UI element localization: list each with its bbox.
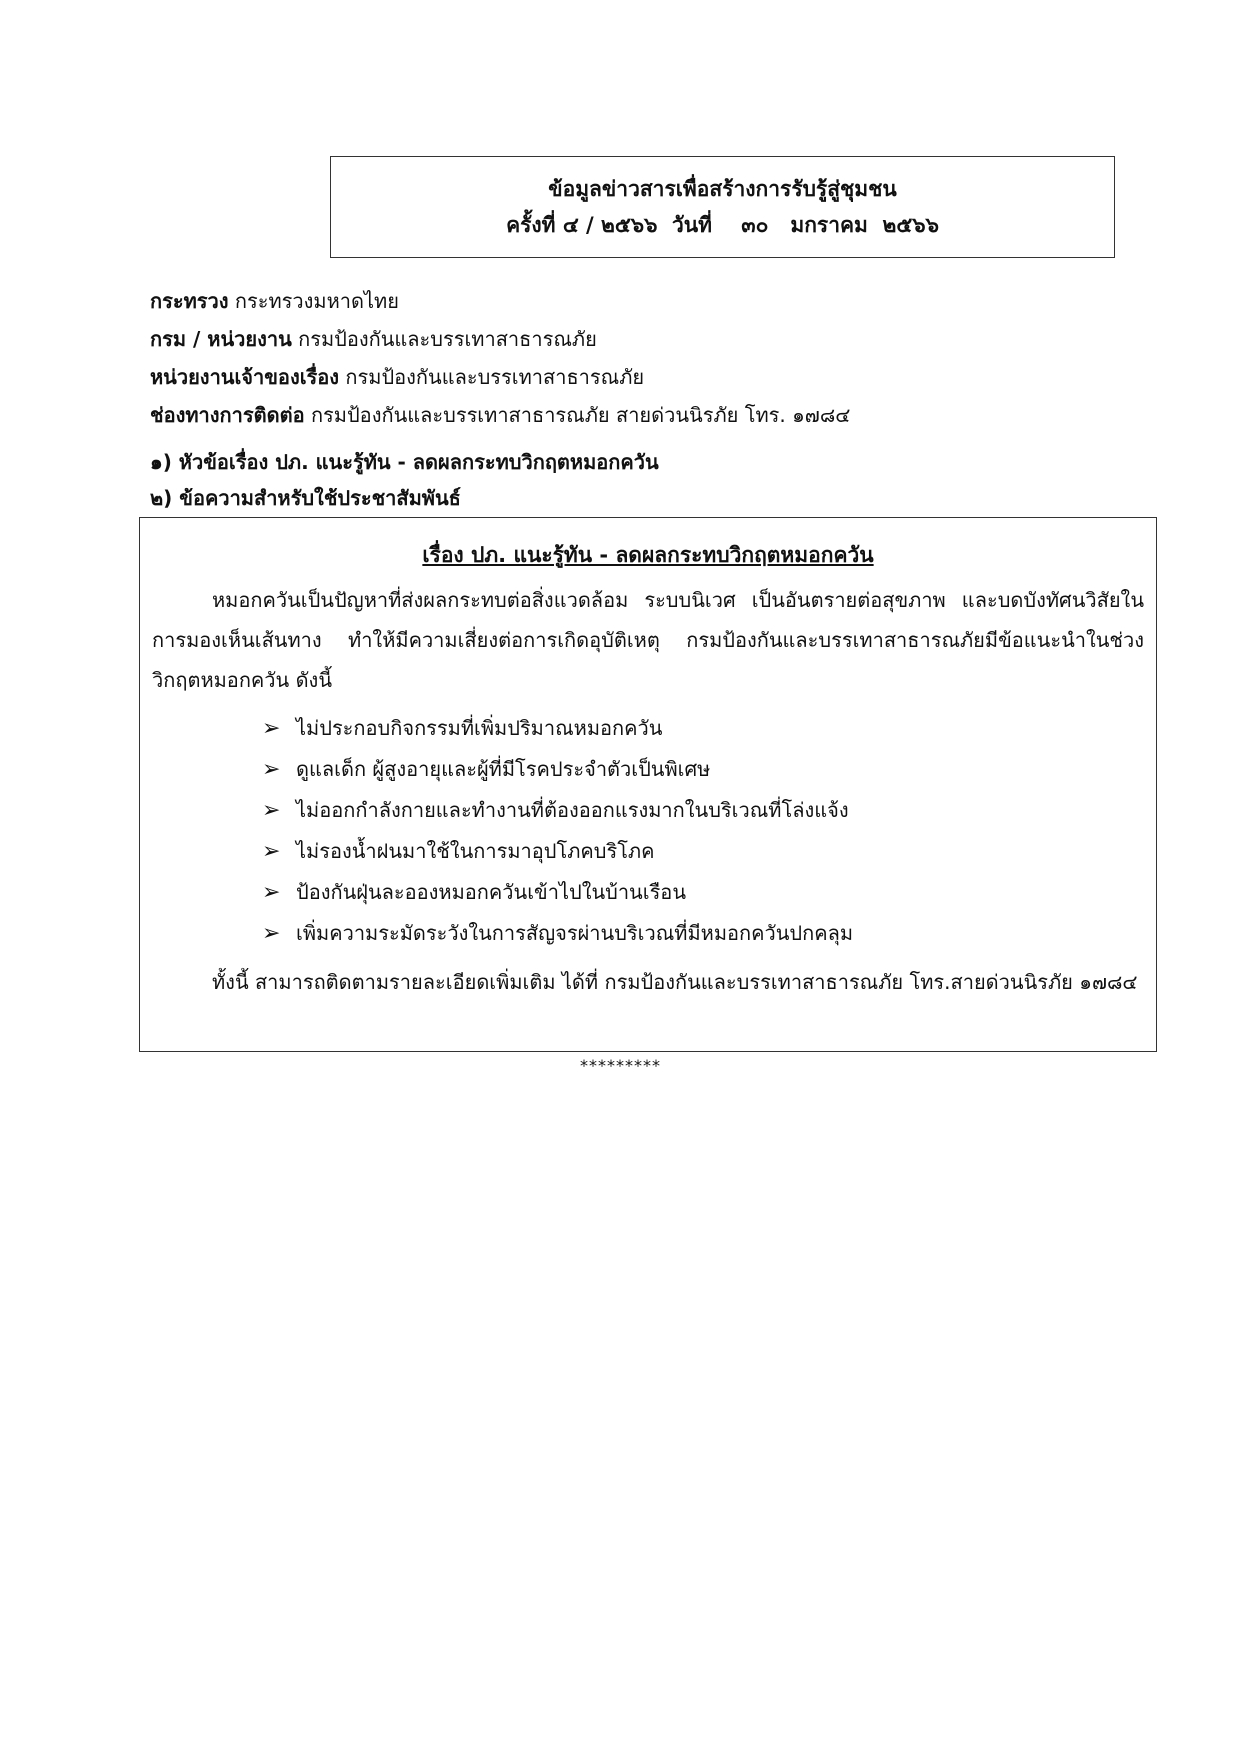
meta-contact-label: ช่องทางการติดต่อ bbox=[150, 403, 305, 427]
arrow-bullet-icon: ➢ bbox=[262, 716, 281, 741]
bullet-text: ดูแลเด็ก ผู้สูงอายุและผู้ที่มีโรคประจำตัวเป็นพิเศษ bbox=[296, 757, 711, 781]
list-item bbox=[262, 749, 1144, 790]
meta-owner-label: หน่วยงานเจ้าของเรื่อง bbox=[150, 365, 340, 389]
section-pr-message: ๒) ข้อความสำหรับใช้ประชาสัมพันธ์ bbox=[150, 486, 461, 510]
header-issue-date: ครั้งที่ ๔ / ๒๕๖๖ วันที่ ๓๐ มกราคม ๒๕๖๖ bbox=[506, 213, 939, 237]
list-item bbox=[262, 913, 1144, 954]
meta-contact-value: กรมป้องกันและบรรเทาสาธารณภัย สายด่วนนิรภัย โทร. ๑๗๘๔ bbox=[304, 403, 851, 427]
meta-ministry bbox=[150, 282, 1150, 320]
content-intro: หมอกควันเป็นปัญหาที่ส่งผลกระทบต่อสิ่งแวดล้อม ระบบนิเวศ เป็นอันตรายต่อสุขภาพ และบดบังทัศนวิสัยในการมองเห็นเส้นทาง ทำให้มีความเสี่ยงต่อการเกิดอุบัติเหตุ กรมป้องกันและบรรเทาสาธารณภัยมีข้อแนะนำในช่วงวิกฤตหมอกควัน ดังนี้ bbox=[152, 588, 1144, 692]
list-item bbox=[262, 831, 1144, 872]
arrow-bullet-icon: ➢ bbox=[262, 757, 281, 782]
meta-ministry-label: กระทรวง bbox=[150, 289, 229, 313]
section-topic: ๑) หัวข้อเรื่อง ปภ. แนะรู้ทัน - ลดผลกระทบวิกฤตหมอกควัน bbox=[150, 450, 659, 474]
meta-contact bbox=[150, 396, 1150, 434]
arrow-bullet-icon: ➢ bbox=[262, 839, 281, 864]
header-box bbox=[330, 156, 1115, 258]
bullet-text: เพิ่มความระมัดระวังในการสัญจรผ่านบริเวณที่มีหมอกควันปกคลุม bbox=[296, 921, 854, 945]
bullet-text: ป้องกันฝุ่นละอองหมอกควันเข้าไปในบ้านเรือน bbox=[296, 880, 686, 904]
meta-ministry-value: กระทรวงมหาดไทย bbox=[228, 289, 399, 313]
content-closing: ทั้งนี้ สามารถติดตามรายละเอียดเพิ่มเติม ได้ที่ กรมป้องกันและบรรเทาสาธารณภัย โทร.สายด่วนนิรภัย ๑๗๘๔ bbox=[212, 970, 1138, 994]
arrow-bullet-icon: ➢ bbox=[262, 798, 281, 823]
meta-owner-value: กรมป้องกันและบรรเทาสาธารณภัย bbox=[339, 365, 645, 389]
content-title: เรื่อง ปภ. แนะรู้ทัน - ลดผลกระทบวิกฤตหมอกควัน bbox=[422, 543, 874, 567]
meta-block bbox=[150, 282, 1150, 434]
end-marker: ********* bbox=[580, 1056, 661, 1075]
list-item bbox=[262, 790, 1144, 831]
meta-owner bbox=[150, 358, 1150, 396]
bullet-text: ไม่รองน้ำฝนมาใช้ในการมาอุปโภคบริโภค bbox=[296, 839, 655, 863]
arrow-bullet-icon: ➢ bbox=[262, 880, 281, 905]
list-item bbox=[262, 708, 1144, 749]
meta-department-label: กรม / หน่วยงาน bbox=[150, 327, 292, 351]
header-title: ข้อมูลข่าวสารเพื่อสร้างการรับรู้สู่ชุมชน bbox=[548, 177, 897, 201]
bullet-text: ไม่ประกอบกิจกรรมที่เพิ่มปริมาณหมอกควัน bbox=[296, 716, 663, 740]
bullet-list bbox=[152, 708, 1144, 954]
meta-department bbox=[150, 320, 1150, 358]
meta-department-value: กรมป้องกันและบรรเทาสาธารณภัย bbox=[291, 327, 597, 351]
content-box bbox=[139, 517, 1157, 1052]
list-item bbox=[262, 872, 1144, 913]
arrow-bullet-icon: ➢ bbox=[262, 921, 281, 946]
bullet-text: ไม่ออกกำลังกายและทำงานที่ต้องออกแรงมากในบริเวณที่โล่งแจ้ง bbox=[296, 798, 849, 822]
